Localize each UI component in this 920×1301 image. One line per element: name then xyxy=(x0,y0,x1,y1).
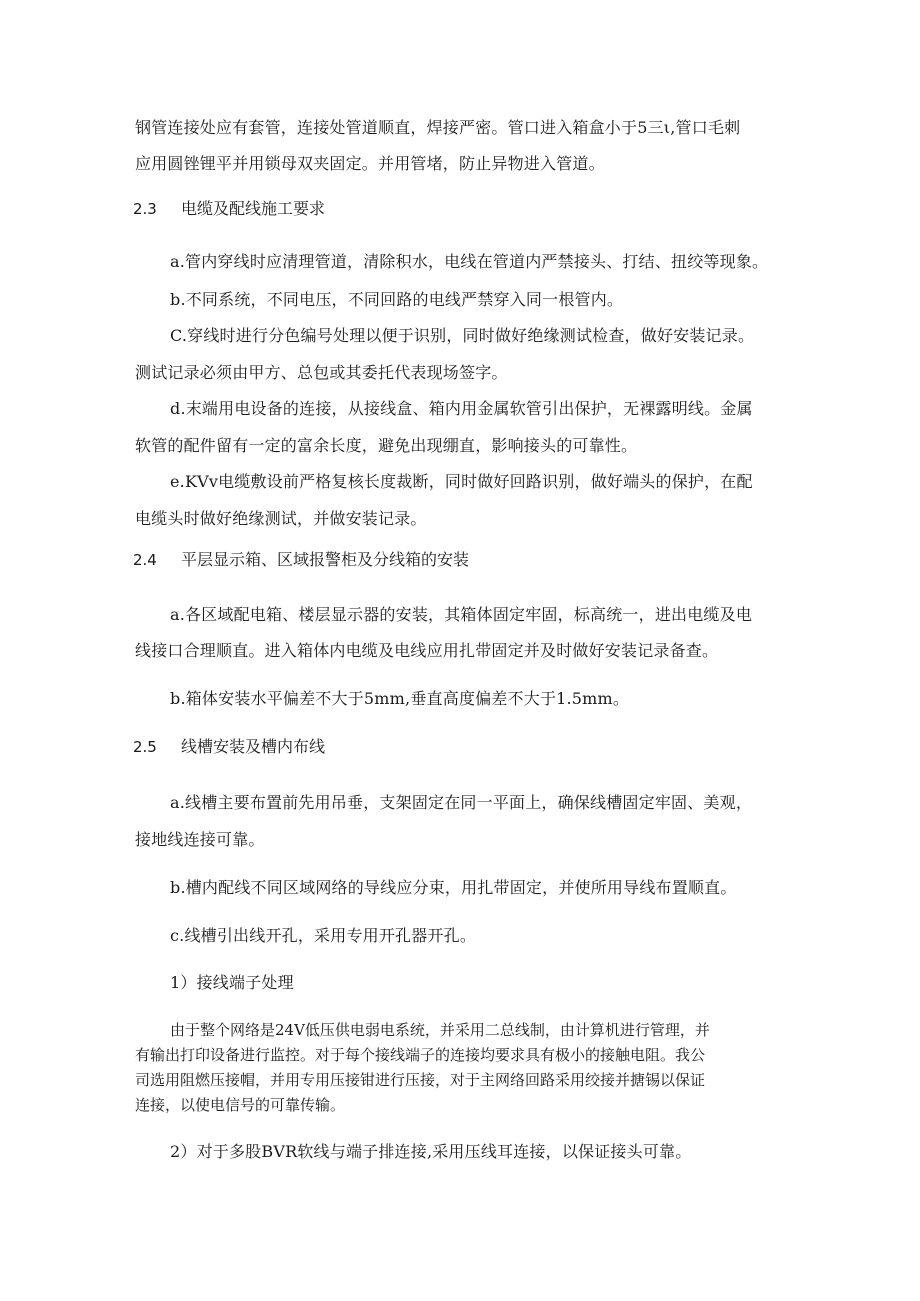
intro-line-1: 钢管连接处应有套管，连接处管道顺直，焊接严密。管口进入箱盒小于5三ι,管口毛刺 xyxy=(135,118,741,137)
section-title: 平层显示箱、区域报警柜及分线箱的安装 xyxy=(181,550,470,569)
section-heading-2-5 xyxy=(133,736,325,758)
section-number: 2.4 xyxy=(133,551,157,569)
s23-item-c-line-1: C.穿线时进行分色编号处理以便于识别，同时做好绝缘测试检查，做好安装记录。 xyxy=(170,326,755,345)
section-title: 电缆及配线施工要求 xyxy=(181,199,326,218)
s24-item-b: b.箱体安装水平偏差不大于5mm,垂直高度偏差不大于1.5mm。 xyxy=(170,689,630,708)
s25-item-b: b.槽内配线不同区域网络的导线应分束，用扎带固定，并使所用导线布置顺直。 xyxy=(170,878,737,897)
s25-paragraph-line-4: 连接，以使电信号的可靠传输。 xyxy=(135,1096,346,1114)
s25-item-a-line-1: a.线槽主要布置前先用吊垂，支架固定在同一平面上，确保线槽固定牢固、美观， xyxy=(170,793,753,812)
section-heading-2-3 xyxy=(133,198,325,220)
section-number: 2.5 xyxy=(133,738,157,756)
s23-item-a: a.管内穿线时应清理管道，清除积水，电线在管道内严禁接头、打结、扭绞等现象。 xyxy=(170,252,769,271)
s25-subitem-1: 1）接线端子处理 xyxy=(170,973,294,992)
section-number: 2.3 xyxy=(133,200,157,218)
s23-item-e-line-1: e.KVv电缆敷设前严格复核长度裁断，同时做好回路识别，做好端头的保护，在配 xyxy=(170,472,753,491)
s24-item-a-line-1: a.各区域配电箱、楼层显示器的安装，其箱体固定牢固，标高统一，进出电缆及电 xyxy=(170,605,753,624)
s25-item-c: c.线槽引出线开孔，采用专用开孔器开孔。 xyxy=(170,926,477,945)
s25-paragraph-line-1: 由于整个网络是24V低压供电弱电系统，并采用二总线制，由计算机进行管理，并 xyxy=(170,1021,710,1039)
s23-item-b: b.不同系统，不同电压，不同回路的电线严禁穿入同一根管内。 xyxy=(170,290,624,309)
s25-paragraph-line-2: 有输出打印设备进行监控。对于每个接线端子的连接均要求具有极小的接触电阻。我公 xyxy=(135,1046,706,1064)
s23-item-d-line-1: d.末端用电设备的连接，从接线盒、箱内用金属软管引出保护，无裸露明线。金属 xyxy=(170,399,753,418)
section-heading-2-4 xyxy=(133,549,469,571)
s23-item-c-line-2: 测试记录必须由甲方、总包或其委托代表现场签字。 xyxy=(135,363,508,382)
s23-item-e-line-2: 电缆头时做好绝缘测试，并做安装记录。 xyxy=(135,509,427,528)
s25-item-a-line-2: 接地线连接可靠。 xyxy=(135,830,265,849)
s23-item-d-line-2: 软管的配件留有一定的富余长度，避免出现绷直，影响接头的可靠性。 xyxy=(135,436,638,455)
section-title: 线槽安装及槽内布线 xyxy=(181,737,326,756)
intro-line-2: 应用圆锉锂平并用锁母双夹固定。并用管堵，防止异物进入管道。 xyxy=(135,154,605,173)
s25-paragraph-line-3: 司选用阻燃压接帽，并用专用压接钳进行压接，对于主网络回路采用绞接并搪锡以保证 xyxy=(135,1071,706,1089)
s25-subitem-2: 2）对于多股BVR软线与端子排连接,采用压线耳连接，以保证接头可靠。 xyxy=(170,1142,692,1161)
s24-item-a-line-2: 线接口合理顺直。进入箱体内电缆及电线应用扎带固定并及时做好安装记录备查。 xyxy=(135,641,719,660)
